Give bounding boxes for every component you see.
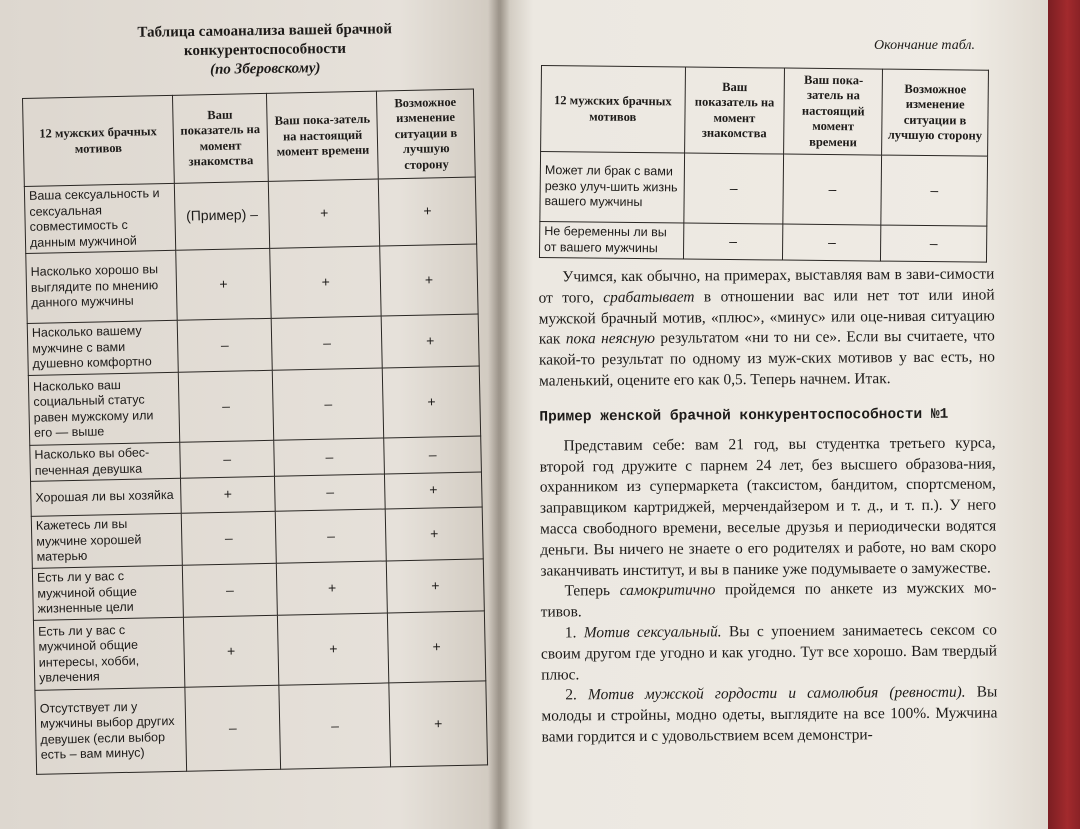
table-row <box>28 366 480 445</box>
book-gutter <box>488 0 510 829</box>
score-current-cell: – <box>276 509 387 563</box>
motive-cell: Есть ли у вас с мужчиной общие интересы, хобби, увлечения <box>33 617 184 690</box>
score-current-cell: + <box>270 246 381 318</box>
text-run: Теперь <box>564 582 620 600</box>
paragraph <box>541 579 997 624</box>
score-current-cell: – <box>274 438 384 476</box>
score-current-cell: – <box>275 474 385 511</box>
motive-cell: Ваша сексуальность и сексуальная совместимость с данным мужчиной <box>24 183 175 253</box>
self-analysis-table <box>22 89 488 775</box>
change-cell: + <box>378 177 476 246</box>
emphasis: самокритично <box>619 581 716 600</box>
paragraph <box>541 620 997 686</box>
table-row <box>27 314 479 375</box>
text-run: 2. <box>565 686 588 704</box>
text-run: Учимся, как обычно, на примерах, выставляя вам в зави-симости от того, <box>538 265 995 307</box>
table-row <box>33 611 485 690</box>
score-initial-cell: – <box>182 563 278 617</box>
motive-cell: Хорошая ли вы хозяйка <box>31 478 181 516</box>
header-motives: 12 мужских брачных мотивов <box>23 95 174 186</box>
score-current-cell: + <box>278 613 389 685</box>
paragraph: Представим себе: вам 21 год, вы студентка третьего курса, второй год дружите с парнем 24 лет, без высшего образова-ния, охранником из супермаркета (таксистом, бандитом, спортсменом, заправщиком картриджей, мерчендайзером и т. д., и т. п.). У него масса свободного времени, веселые друзья и периодически водятся деньги. Вы ничего не знаете о его родителях и работе, но вам скоро заканчивать институт, и вы в панике уже подумываете о замужестве. <box>539 434 997 580</box>
header-possible-change: Возможное изменение ситуации в лучшую сторону <box>377 89 476 179</box>
continued-note: Окончание табл. <box>874 38 975 53</box>
emphasis: Мотив мужской гордости и самолюбия (ревности). <box>587 683 966 704</box>
score-initial-cell: + <box>180 476 276 513</box>
text-run: в отношении вас или нет тот или иной мужской брачный мотив, «плюс», «минус» или оце-нивая ситуацию как <box>538 286 995 348</box>
change-cell: – <box>881 155 988 226</box>
score-initial-cell: + <box>175 248 271 320</box>
motive-cell: Кажетесь ли вы мужчине хорошей матерью <box>31 513 182 568</box>
change-cell: + <box>386 559 484 613</box>
text-run: пройдемся по анкете из мужских мо-тивов. <box>540 579 997 621</box>
score-initial-cell: + <box>183 615 279 687</box>
score-initial-cell: – <box>178 370 274 442</box>
change-cell: – <box>384 436 482 474</box>
text-run: Вы с упоением занимаетесь сексом со своим другом где угодно и как угодно. Тут все хорошо. Вам твердый плюс. <box>540 621 998 684</box>
score-current-cell: – <box>783 154 882 225</box>
motive-cell: Есть ли у вас с мужчиной общие жизненные цели <box>32 565 183 620</box>
body-text <box>538 264 997 748</box>
emphasis: пока неясную <box>565 330 655 348</box>
score-initial-cell: – <box>179 440 275 478</box>
motive-cell: Отсутствует ли у мужчины выбор других девушек (если выбор есть – вам минус) <box>35 687 186 774</box>
motive-cell: Насколько хорошо вы выглядите по мнению данного мужчины <box>26 250 177 323</box>
score-current-cell: + <box>277 561 388 615</box>
score-current-cell: – <box>272 316 383 370</box>
table-body <box>539 152 987 263</box>
change-cell: + <box>382 366 480 438</box>
score-initial-cell: – <box>181 511 277 565</box>
table-row <box>31 507 483 568</box>
emphasis: срабатывает <box>603 288 695 306</box>
score-current-cell: – <box>273 368 384 440</box>
change-cell: + <box>385 507 483 561</box>
emphasis: Мотив сексуальный. <box>583 623 722 642</box>
change-cell: + <box>380 244 478 316</box>
text-run: результатом «ни то ни се». Если вы считаете, что какой-то результат по одному из муж-ских мотивов у вас есть, но маленький, оцените его как 0,5. Теперь начнем. Итак. <box>538 327 996 390</box>
header-motives: 12 мужских брачных мотивов <box>541 66 685 153</box>
header-score-initial: Ваш показатель на момент знакомства <box>684 67 785 154</box>
text-run: Вы молоды и стройны, модно одеты, выглядите на все 100%. Мужчина вами гордится и с удовольствием всем демонстри- <box>541 683 998 746</box>
change-cell: + <box>385 472 483 509</box>
header-score-current: Ваш пока-затель на настоящий момент времени <box>267 91 379 181</box>
change-cell: – <box>881 225 987 262</box>
title-line: конкурентоспособности <box>183 40 347 60</box>
table-row <box>540 152 988 227</box>
text-run: 1. <box>564 624 584 642</box>
change-cell: + <box>389 681 488 767</box>
title-author: (по Зберовскому) <box>209 60 321 78</box>
score-initial-cell: – <box>177 318 273 372</box>
paragraph <box>538 264 995 392</box>
score-current-cell: + <box>269 179 380 248</box>
self-analysis-table-end <box>539 65 989 263</box>
score-current-cell: – <box>783 224 881 261</box>
score-initial-cell: – <box>683 153 784 224</box>
motive-cell: Насколько вы обес-печенная девушка <box>30 442 180 481</box>
motive-cell: Может ли брак с вами резко улуч-шить жизнь вашего мужчины <box>540 152 684 223</box>
motive-cell: Насколько вашему мужчине с вами душевно комфортно <box>27 320 178 375</box>
paragraph <box>541 683 997 749</box>
table-row <box>35 681 488 774</box>
score-current-cell: – <box>279 683 390 769</box>
change-cell: + <box>381 314 479 368</box>
table-body <box>24 177 487 774</box>
score-initial-cell: (Пример) – <box>174 181 270 250</box>
background-edge <box>1048 0 1080 829</box>
motive-cell: Не беременны ли вы от вашего мужчины <box>539 221 683 259</box>
table-title <box>100 20 431 82</box>
header-score-initial: Ваш показатель на момент знакомства <box>172 93 269 183</box>
title-line: Таблица самоанализа вашей брачной <box>137 21 393 41</box>
change-cell: + <box>388 611 486 683</box>
section-heading: Пример женской брачной конкурентоспособности №1 <box>539 406 949 426</box>
score-initial-cell: – <box>184 685 281 771</box>
table-row <box>539 221 986 262</box>
header-score-current: Ваш пока-затель на настоящий момент времени <box>784 68 883 155</box>
score-initial-cell: – <box>683 223 783 260</box>
motive-cell: Насколько ваш социальный статус равен мужскому или его — выше <box>28 372 179 445</box>
table-row <box>32 559 484 620</box>
table-row <box>24 177 476 253</box>
table-row <box>26 244 478 323</box>
header-possible-change: Возможное изменение ситуации в лучшую сторону <box>882 69 989 156</box>
